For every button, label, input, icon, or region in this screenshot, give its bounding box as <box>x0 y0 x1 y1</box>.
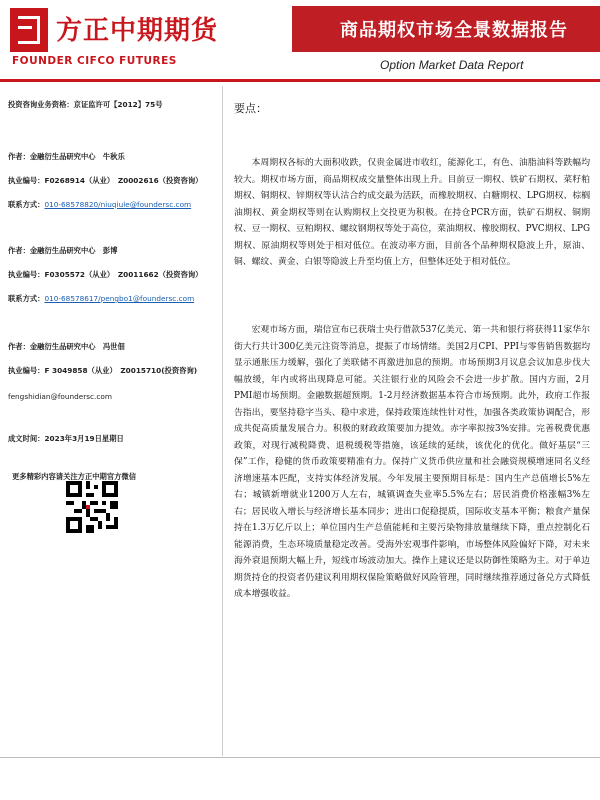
contact-line <box>8 200 191 210</box>
license-id-line: 执业编号：F 3049858（从业） Z0015710(投资咨询) <box>8 366 198 375</box>
summary-paragraph: 本周期权各标的大面积收跌，仅贵金属进市收红，能源化工，有色、油脂油料等跌幅均较大。期权市场方面，商品期权成交量整体出现上升。目前豆一期权、铁矿石期权、菜籽粕期权、铜期权、锌期权等认沽合约成交最为活跃，而橡胶期权、白糖期权、LPG期权、棕榈油期权、黄金期权等则在认购期权上交投更为积极。在持仓PCR方面，铁矿石期权、铜期权、豆一期权、豆粕期权、螺纹钢期权等处于高位，菜油期权、橡胶期权、PVC期权、LPG期权、原油期权等则处于相对低位。在波动率方面，目前各个品种期权隐波上升，原油、铜、螺纹、黄金、白银等隐波上升至均值上方，但整体还处于相对低位。 <box>234 158 590 267</box>
license-line: 投资咨询业务资格：京证监许可【2012】75号 <box>8 100 163 109</box>
report-subtitle: Option Market Data Report <box>380 58 524 72</box>
contact-link[interactable]: 010-68578820/niuqiule@foundersc.com <box>44 200 192 209</box>
date-line: 成文时间：2023年3月19日星期日 <box>8 434 124 443</box>
key-points-heading: 要点： <box>234 102 267 115</box>
contact-line <box>8 294 194 304</box>
page-bottom-rule <box>0 757 600 758</box>
contact-label: 联系方式： <box>8 200 45 209</box>
author-line: 作者：金融衍生品研究中心 冯世佃 <box>8 342 125 351</box>
contact-email[interactable]: fengshidian@foundersc.com <box>8 392 112 401</box>
author-line: 作者：金融衍生品研究中心 牛秋乐 <box>8 152 125 161</box>
contact-link[interactable]: 010-68578617/pengbo1@foundersc.com <box>44 294 195 303</box>
report-title-band <box>292 6 600 52</box>
macro-paragraph: 宏观市场方面，瑞信宣布已获瑞士央行借款537亿美元、第一共和银行将获得11家华尔街大行共计300亿美元注资等消息，提振了市场情绪。美国2月CPI、PPI与零售销售数据均显示通胀压力缓解，强化了美联储不再激进加息的预期。市场预期3月议息会议加息步伐大幅放缓，年内或将出现降息可能。关注银行业的风险会不会进一步扩散。国内方面，2月PMI超市场预期。金融数据超预期。1-2月经济数据基本符合市场预期。此外，政府工作报告指出，要坚持稳字当头、稳中求进，保持政策连续性针对性，加强各类政策协调配合，形成共促高质量发展合力。积极的财政政策要加力提效。赤字率拟按3%安排。完善税费优惠政策，对现行减税降费、退税缓税等措施，该延续的延续，该优化的优化。做好基层“三保”工作，稳健的货币政策要精准有力。保持广义货币供应量和社会融资规模增速同名义经济增速基本匹配，支持实体经济发展。今年发展主要预期目标是：国内生产总值增长5%左右；城镇新增就业1200万人左右，城镇调查失业率5.5%左右；居民消费价格涨幅3%左右；居民收入增长与经济增长基本同步；进出口促稳提质，国际收支基本平衡；粮食产量保持在1.3万亿斤以上；单位国内生产总值能耗和主要污染物排放量继续下降，重点控制化石能源消费，生态环境质量稳定改善。受海外宏观事件影响，市场整体风险偏好下降，对未来海外衰退预期大幅上升，短线市场波动加大。操作上建议还是以防御性策略为主。对于单边期货持仓的投资者仍建议利用期权保险策略做好风险管理，同时继续推荐通过备兑方式降低成本增强收益。 <box>234 325 590 599</box>
column-divider <box>222 86 223 756</box>
wechat-qr-code <box>66 481 118 533</box>
report-title: 商品期权市场全景数据报告 <box>340 20 568 41</box>
report-header <box>0 0 600 80</box>
founder-logo-icon <box>10 8 48 52</box>
brand-name-cn: 方正中期期货 <box>56 16 219 46</box>
license-id-line: 执业编号：F0305572（从业） Z0011662（投资咨询） <box>8 270 203 279</box>
brand-name-en: FOUNDER CIFCO FUTURES <box>12 55 177 67</box>
qr-caption: 更多精彩内容请关注方正中期官方微信 <box>12 472 137 481</box>
author-line: 作者：金融衍生品研究中心 彭博 <box>8 246 118 255</box>
header-divider <box>0 79 600 82</box>
contact-line <box>8 392 112 401</box>
contact-label: 联系方式： <box>8 294 45 303</box>
license-id-line: 执业编号：F0268914（从业） Z0002616（投资咨询） <box>8 176 203 185</box>
